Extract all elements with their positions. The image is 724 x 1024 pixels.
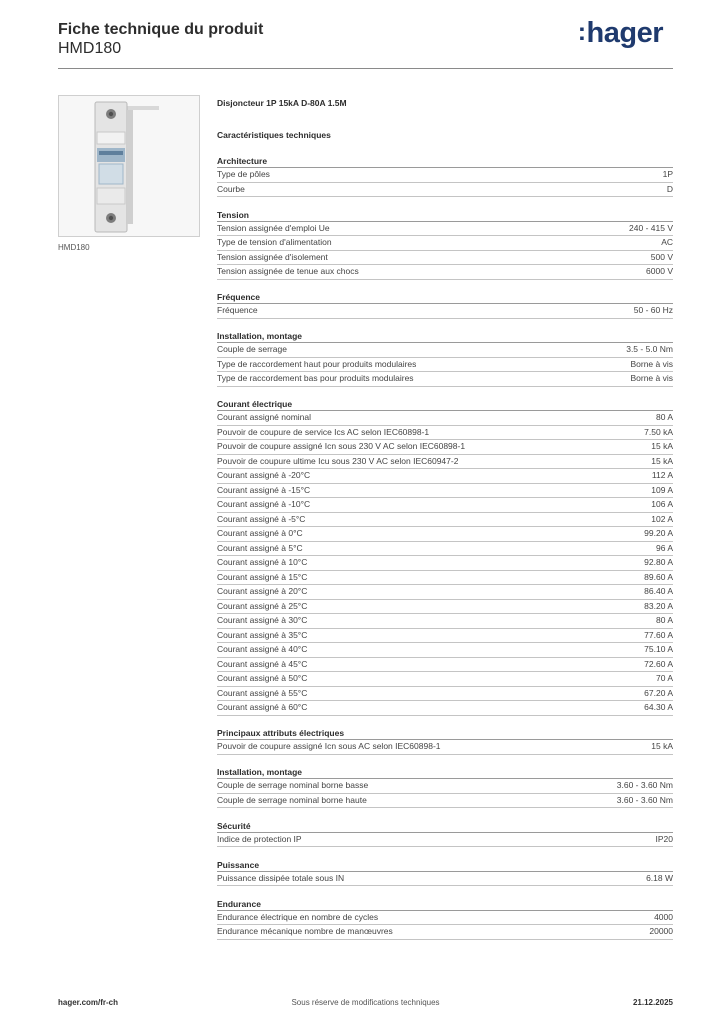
spec-label: Courant assigné à 25°C [217, 600, 308, 611]
spec-label: Courant assigné à -5°C [217, 513, 306, 524]
spec-value: 112 A [651, 470, 673, 480]
spec-row [217, 440, 673, 455]
footer-date: 21.12.2025 [632, 998, 673, 1007]
section-title: Sécurité [217, 820, 673, 833]
spec-value: 99.20 A [644, 528, 673, 538]
spec-section [217, 209, 673, 280]
spec-value: 70 A [655, 673, 673, 683]
spec-sections [217, 155, 673, 940]
specs-heading: Caractéristiques techniques [217, 130, 331, 140]
section-title: Puissance [217, 859, 673, 872]
spec-row [217, 542, 673, 557]
spec-row [217, 304, 673, 319]
spec-value: Borne à vis [630, 358, 673, 369]
spec-section [217, 898, 673, 940]
spec-value: 64.30 A [644, 702, 673, 712]
spec-value: 80 A [655, 615, 673, 625]
page-footer [58, 998, 673, 1010]
spec-row [217, 585, 673, 600]
product-name: Disjoncteur 1P 15kA D-80A 1.5M [217, 98, 347, 108]
logo-prefix: : [577, 18, 586, 46]
spec-label: Pouvoir de coupure ultime Icu sous 230 V AC selon IEC60947-2 [217, 455, 459, 466]
spec-section [217, 766, 673, 808]
spec-row [217, 925, 673, 940]
spec-label: Courant assigné à 10°C [217, 557, 308, 567]
spec-section [217, 727, 673, 755]
spec-value: 89.60 A [644, 571, 673, 582]
spec-value: 86.40 A [644, 586, 673, 596]
spec-label: Puissance dissipée totale sous IN [217, 872, 345, 883]
spec-row [217, 556, 673, 571]
spec-label: Tension assignée de tenue aux chocs [217, 266, 359, 276]
spec-value: 15 kA [651, 741, 673, 751]
spec-value: 72.60 A [644, 658, 673, 669]
spec-label: Courant assigné à 55°C [217, 687, 308, 698]
spec-label: Courant assigné nominal [217, 412, 312, 422]
spec-value: 7.50 kA [644, 426, 673, 437]
spec-label: Pouvoir de coupure assigné Icn sous 230 V AC selon IEC60898-1 [217, 441, 466, 451]
spec-value: 92.80 A [644, 557, 673, 567]
spec-row [217, 600, 673, 615]
spec-row [217, 658, 673, 673]
spec-row [217, 672, 673, 687]
hager-logo [578, 17, 663, 50]
spec-value: D [666, 183, 673, 194]
spec-value: 15 kA [651, 455, 673, 466]
spec-label: Couple de serrage [217, 344, 287, 354]
spec-label: Courant assigné à 45°C [217, 658, 308, 669]
spec-row [217, 779, 673, 794]
page-title: Fiche technique du produit [58, 21, 264, 38]
spec-value: 80 A [655, 412, 673, 422]
spec-value: 6000 V [646, 266, 673, 276]
section-title: Installation, montage [217, 330, 673, 343]
circuit-breaker-illustration [59, 96, 199, 236]
section-title: Architecture [217, 155, 673, 168]
spec-value: 15 kA [651, 441, 673, 451]
spec-section [217, 155, 673, 197]
spec-value: 96 A [655, 542, 673, 553]
spec-row [217, 251, 673, 266]
spec-value: 77.60 A [644, 629, 673, 640]
spec-row [217, 614, 673, 629]
spec-label: Type de raccordement haut pour produits modulaires [217, 358, 417, 369]
spec-row [217, 794, 673, 809]
spec-row [217, 168, 673, 183]
spec-row [217, 411, 673, 426]
spec-section [217, 330, 673, 387]
spec-label: Tension assignée d'isolement [217, 251, 328, 262]
spec-row [217, 643, 673, 658]
product-image-caption: HMD180 [58, 243, 90, 252]
spec-row [217, 571, 673, 586]
spec-row [217, 911, 673, 926]
spec-value: 4000 [654, 911, 673, 922]
spec-label: Courant assigné à 0°C [217, 528, 303, 538]
spec-label: Courant assigné à 20°C [217, 586, 308, 596]
spec-row [217, 872, 673, 887]
spec-row [217, 469, 673, 484]
spec-value: 3.5 - 5.0 Nm [626, 344, 673, 354]
footer-disclaimer: Sous réserve de modifications techniques [291, 998, 440, 1007]
spec-row [217, 183, 673, 198]
spec-label: Courant assigné à 15°C [217, 571, 308, 582]
spec-value: 240 - 415 V [629, 222, 673, 233]
spec-label: Courant assigné à 40°C [217, 644, 308, 654]
spec-section [217, 820, 673, 848]
spec-value: AC [661, 237, 673, 247]
section-title: Installation, montage [217, 766, 673, 779]
spec-row [217, 426, 673, 441]
spec-label: Type de pôles [217, 169, 270, 179]
spec-row [217, 527, 673, 542]
spec-label: Fréquence [217, 305, 258, 315]
spec-row [217, 372, 673, 387]
product-image [58, 95, 200, 237]
spec-label: Courbe [217, 183, 245, 194]
spec-value: 106 A [651, 499, 673, 509]
header-divider [58, 68, 673, 69]
spec-label: Courant assigné à 5°C [217, 542, 303, 553]
page-header [58, 17, 673, 58]
spec-row [217, 343, 673, 358]
spec-row [217, 513, 673, 528]
spec-value: 83.20 A [644, 600, 673, 611]
logo-text: hager [586, 17, 663, 49]
spec-value: Borne à vis [630, 373, 673, 383]
spec-label: Tension assignée d'emploi Ue [217, 222, 330, 233]
spec-row [217, 740, 673, 755]
spec-row [217, 629, 673, 644]
spec-value: 3.60 - 3.60 Nm [616, 794, 673, 805]
spec-value: 50 - 60 Hz [633, 305, 673, 315]
spec-label: Courant assigné à 60°C [217, 702, 308, 712]
spec-section [217, 859, 673, 887]
spec-value: 67.20 A [644, 687, 673, 698]
section-title: Tension [217, 209, 673, 222]
spec-label: Endurance mécanique nombre de manœuvres [217, 926, 393, 936]
section-title: Courant électrique [217, 398, 673, 411]
spec-label: Type de raccordement bas pour produits modulaires [217, 373, 414, 383]
spec-value: 1P [662, 169, 673, 179]
spec-value: 102 A [651, 513, 673, 524]
spec-label: Courant assigné à -15°C [217, 484, 311, 495]
spec-label: Type de tension d'alimentation [217, 237, 332, 247]
section-title: Fréquence [217, 291, 673, 304]
spec-value: 6.18 W [646, 872, 673, 883]
spec-value: 75.10 A [644, 644, 673, 654]
spec-label: Courant assigné à -10°C [217, 499, 311, 509]
section-title: Principaux attributs électriques [217, 727, 673, 740]
spec-label: Pouvoir de coupure de service Ics AC selon IEC60898-1 [217, 426, 430, 437]
footer-website-link[interactable]: hager.com/fr-ch [58, 998, 119, 1007]
spec-label: Courant assigné à -20°C [217, 470, 311, 480]
spec-section [217, 291, 673, 319]
spec-label: Pouvoir de coupure assigné Icn sous AC selon IEC60898-1 [217, 741, 441, 751]
spec-label: Endurance électrique en nombre de cycles [217, 911, 379, 922]
spec-row [217, 222, 673, 237]
spec-row [217, 833, 673, 848]
spec-label: Indice de protection IP [217, 833, 302, 844]
spec-label: Courant assigné à 35°C [217, 629, 308, 640]
spec-label: Couple de serrage nominal borne haute [217, 794, 367, 805]
spec-row [217, 455, 673, 470]
spec-label: Courant assigné à 50°C [217, 673, 308, 683]
spec-value: 109 A [651, 484, 673, 495]
spec-value: 500 V [650, 251, 673, 262]
spec-value: IP20 [655, 833, 673, 844]
spec-value: 3.60 - 3.60 Nm [616, 780, 673, 790]
spec-section [217, 398, 673, 716]
spec-row [217, 358, 673, 373]
spec-value: 20000 [649, 926, 673, 936]
spec-row [217, 498, 673, 513]
spec-label: Couple de serrage nominal borne basse [217, 780, 369, 790]
section-title: Endurance [217, 898, 673, 911]
spec-row [217, 265, 673, 280]
spec-row [217, 701, 673, 716]
spec-label: Courant assigné à 30°C [217, 615, 308, 625]
spec-row [217, 687, 673, 702]
spec-row [217, 236, 673, 251]
spec-content [217, 97, 673, 940]
product-reference: HMD180 [58, 40, 122, 57]
spec-row [217, 484, 673, 499]
